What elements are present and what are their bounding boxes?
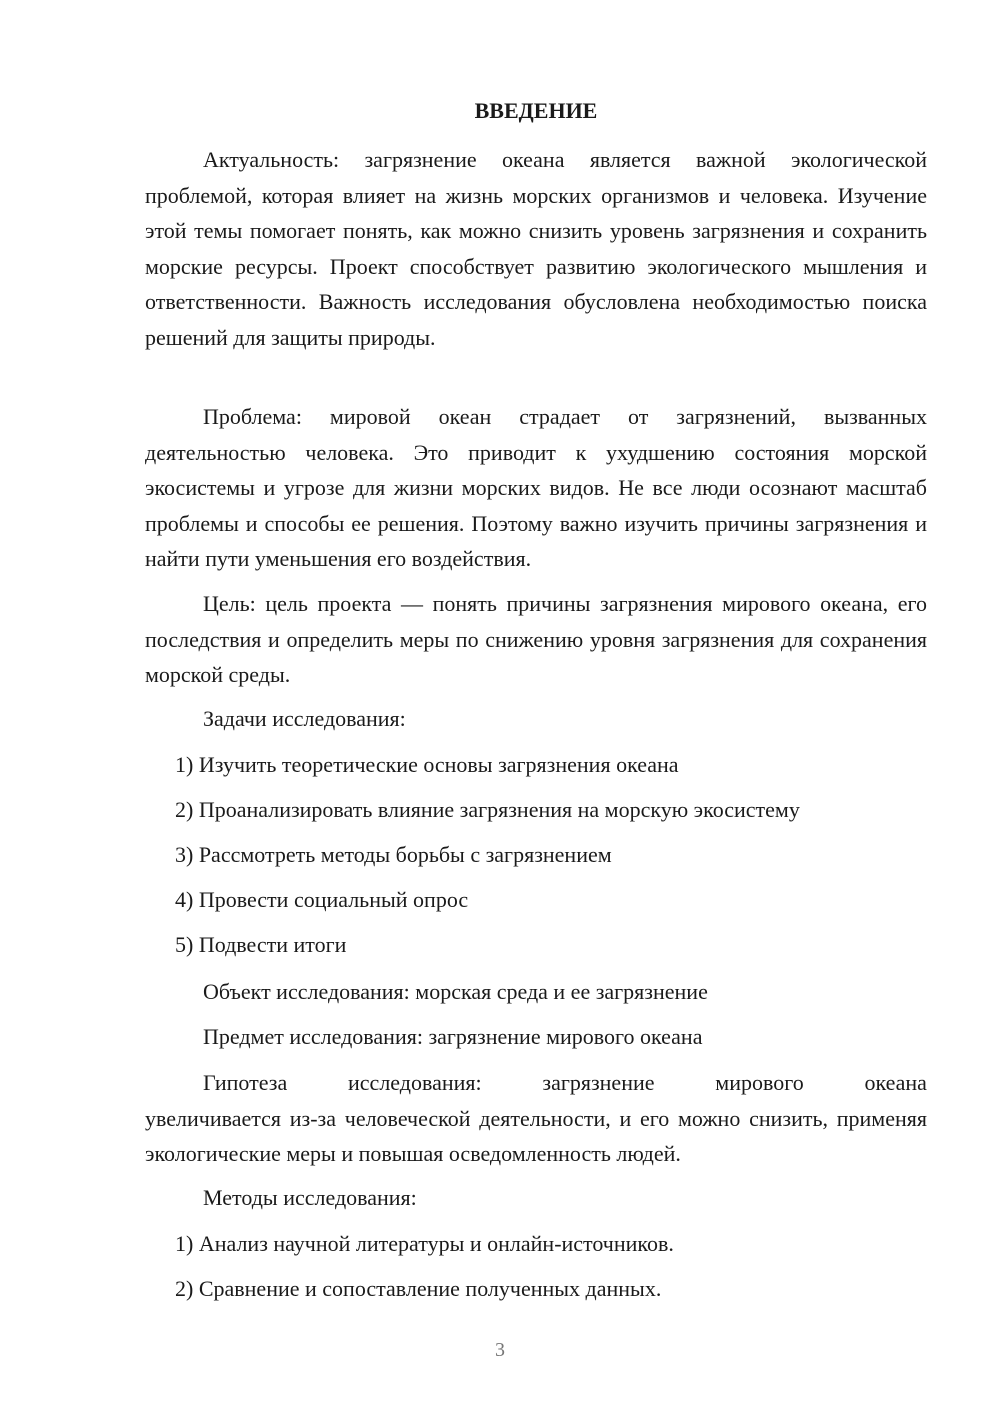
problem-paragraph: Проблема: мировой океан страдает от загрязнений, вызванных деятельностью человека. Это приводит к ухудшению состояния морской экосистемы и угрозе для жизни морских видов. Не все люди осознают масштаб проблемы и способы ее решения. Поэтому важно изучить причины загрязнения и найти пути уменьшения его воздействия.: [145, 404, 927, 571]
subject-line: Предмет исследования: загрязнение мирового океана: [203, 1024, 703, 1049]
task-item-3: 3) Рассмотреть методы борьбы с загрязнением: [175, 842, 612, 867]
task-item-4: 4) Провести социальный опрос: [175, 887, 469, 912]
object-line: Объект исследования: морская среда и ее загрязнение: [203, 979, 708, 1004]
goal-paragraph: Цель: цель проекта — понять причины загрязнения мирового океана, его последствия и определить меры по снижению уровня загрязнения для сохранения морской среды.: [145, 591, 927, 687]
relevance-paragraph: Актуальность: загрязнение океана является важной экологической проблемой, которая влияет на жизнь морских организмов и человека. Изучение этой темы помогает понять, как можно снизить уровень загрязнения и сохранить морские ресурсы. Проект способствует развитию экологического мышления и ответственности. Важность исследования обусловлена необходимостью поиска решений для защиты природы.: [145, 147, 927, 350]
page-title: ВВЕДЕНИЕ: [474, 98, 598, 123]
hypothesis-word: океана: [864, 1070, 927, 1095]
hypothesis-first-line: [145, 1065, 927, 1101]
hypothesis-word: мирового: [715, 1070, 804, 1095]
hypothesis-paragraph: [145, 1065, 927, 1172]
hypothesis-word: Гипотеза: [203, 1070, 288, 1095]
page-number: 3: [495, 1339, 505, 1361]
hypothesis-word: исследования:: [348, 1070, 482, 1095]
task-item-2: 2) Проанализировать влияние загрязнения на морскую экосистему: [175, 797, 800, 822]
methods-heading: Методы исследования:: [203, 1185, 417, 1210]
method-item-1: 1) Анализ научной литературы и онлайн-источников.: [175, 1231, 674, 1256]
hypothesis-rest: увеличивается из-за человеческой деятельности, и его можно снизить, применяя экологические меры и повышая осведомленность людей.: [145, 1105, 927, 1166]
method-item-2: 2) Сравнение и сопоставление полученных данных.: [175, 1276, 662, 1301]
tasks-heading: Задачи исследования:: [203, 706, 406, 731]
task-item-5: 5) Подвести итоги: [175, 932, 347, 957]
hypothesis-word: загрязнение: [542, 1070, 655, 1095]
task-item-1: 1) Изучить теоретические основы загрязнения океана: [175, 752, 679, 777]
